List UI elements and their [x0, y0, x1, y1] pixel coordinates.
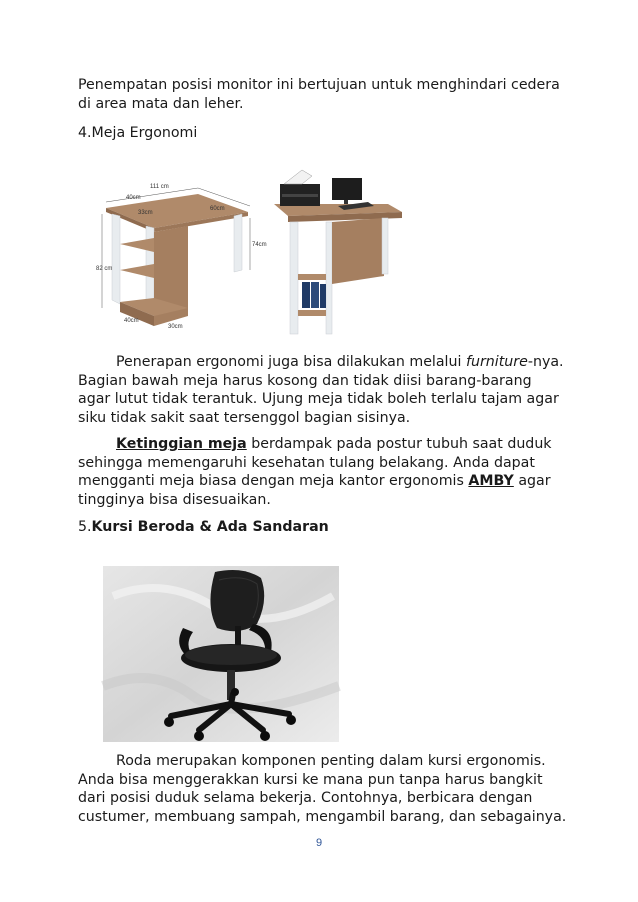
chair-illustration [103, 566, 339, 742]
paragraph-desk-height [78, 435, 568, 509]
dim-shelf-label: 33cm [138, 210, 153, 216]
para1-text-after: -nya. Bagian bawah meja harus kosong dan tidak diisi barang-barang agar lutut tidak terantuk. Ujung meja tidak boleh terlalu tajam agar siku tidak sakit saat tersenggol bagian sisinya. [78, 354, 564, 426]
intro-paragraph [78, 76, 568, 113]
desk-with-printer [274, 170, 402, 334]
para2-text-middle: berdampak pada postur tubuh saat duduk sehingga memengaruhi kesehatan tulang belakang. Anda dapat mengganti meja biasa dengan meja kantor ergonomis [78, 436, 552, 489]
section-5-title: Kursi Beroda & Ada Sandaran [91, 519, 329, 535]
link-amby[interactable]: AMBY [468, 473, 514, 489]
office-chair-image [103, 566, 339, 742]
dim-depth-label: 40cm [126, 195, 141, 201]
section-5-heading [78, 518, 329, 536]
para1-text-before: Penerapan ergonomi juga bisa dilakukan melalui [116, 354, 466, 370]
section-5-number: 5. [78, 519, 92, 535]
para3-text: Roda merupakan komponen penting dalam kursi ergonomis. Anda bisa menggerakkan kursi ke mana pun tanpa harus bangkit dari posisi duduk selama bekerja. Contohnya, berbicara dengan custumer, membuang sampah, mengambil barang, dan sebagainya. [78, 753, 567, 825]
dim-top-right-label: 60cm [210, 206, 225, 212]
desk-illustration [98, 166, 418, 344]
desk-image [98, 166, 418, 344]
paragraph-wheels [78, 752, 568, 826]
dim-base-right-label: 30cm [168, 324, 183, 330]
dimensioned-desk [96, 184, 267, 330]
dim-base-left-label: 40cm [124, 318, 139, 324]
para1-italic-term: furniture [465, 354, 528, 370]
link-ketinggian-meja[interactable]: Ketinggian meja [116, 436, 247, 452]
dim-width-label: 111 cm [150, 184, 169, 190]
dim-height-right-label: 74cm [252, 242, 267, 248]
section-4-heading: 4.Meja Ergonomi [78, 125, 198, 141]
intro-text: Penempatan posisi monitor ini bertujuan untuk menghindari cedera di area mata dan leher. [78, 77, 560, 112]
dim-height-left-label: 82 cm [96, 266, 113, 272]
paragraph-furniture [78, 353, 568, 427]
para2-text-after: agar tingginya bisa disesuaikan. [78, 473, 551, 508]
page-number: 9 [315, 837, 323, 849]
